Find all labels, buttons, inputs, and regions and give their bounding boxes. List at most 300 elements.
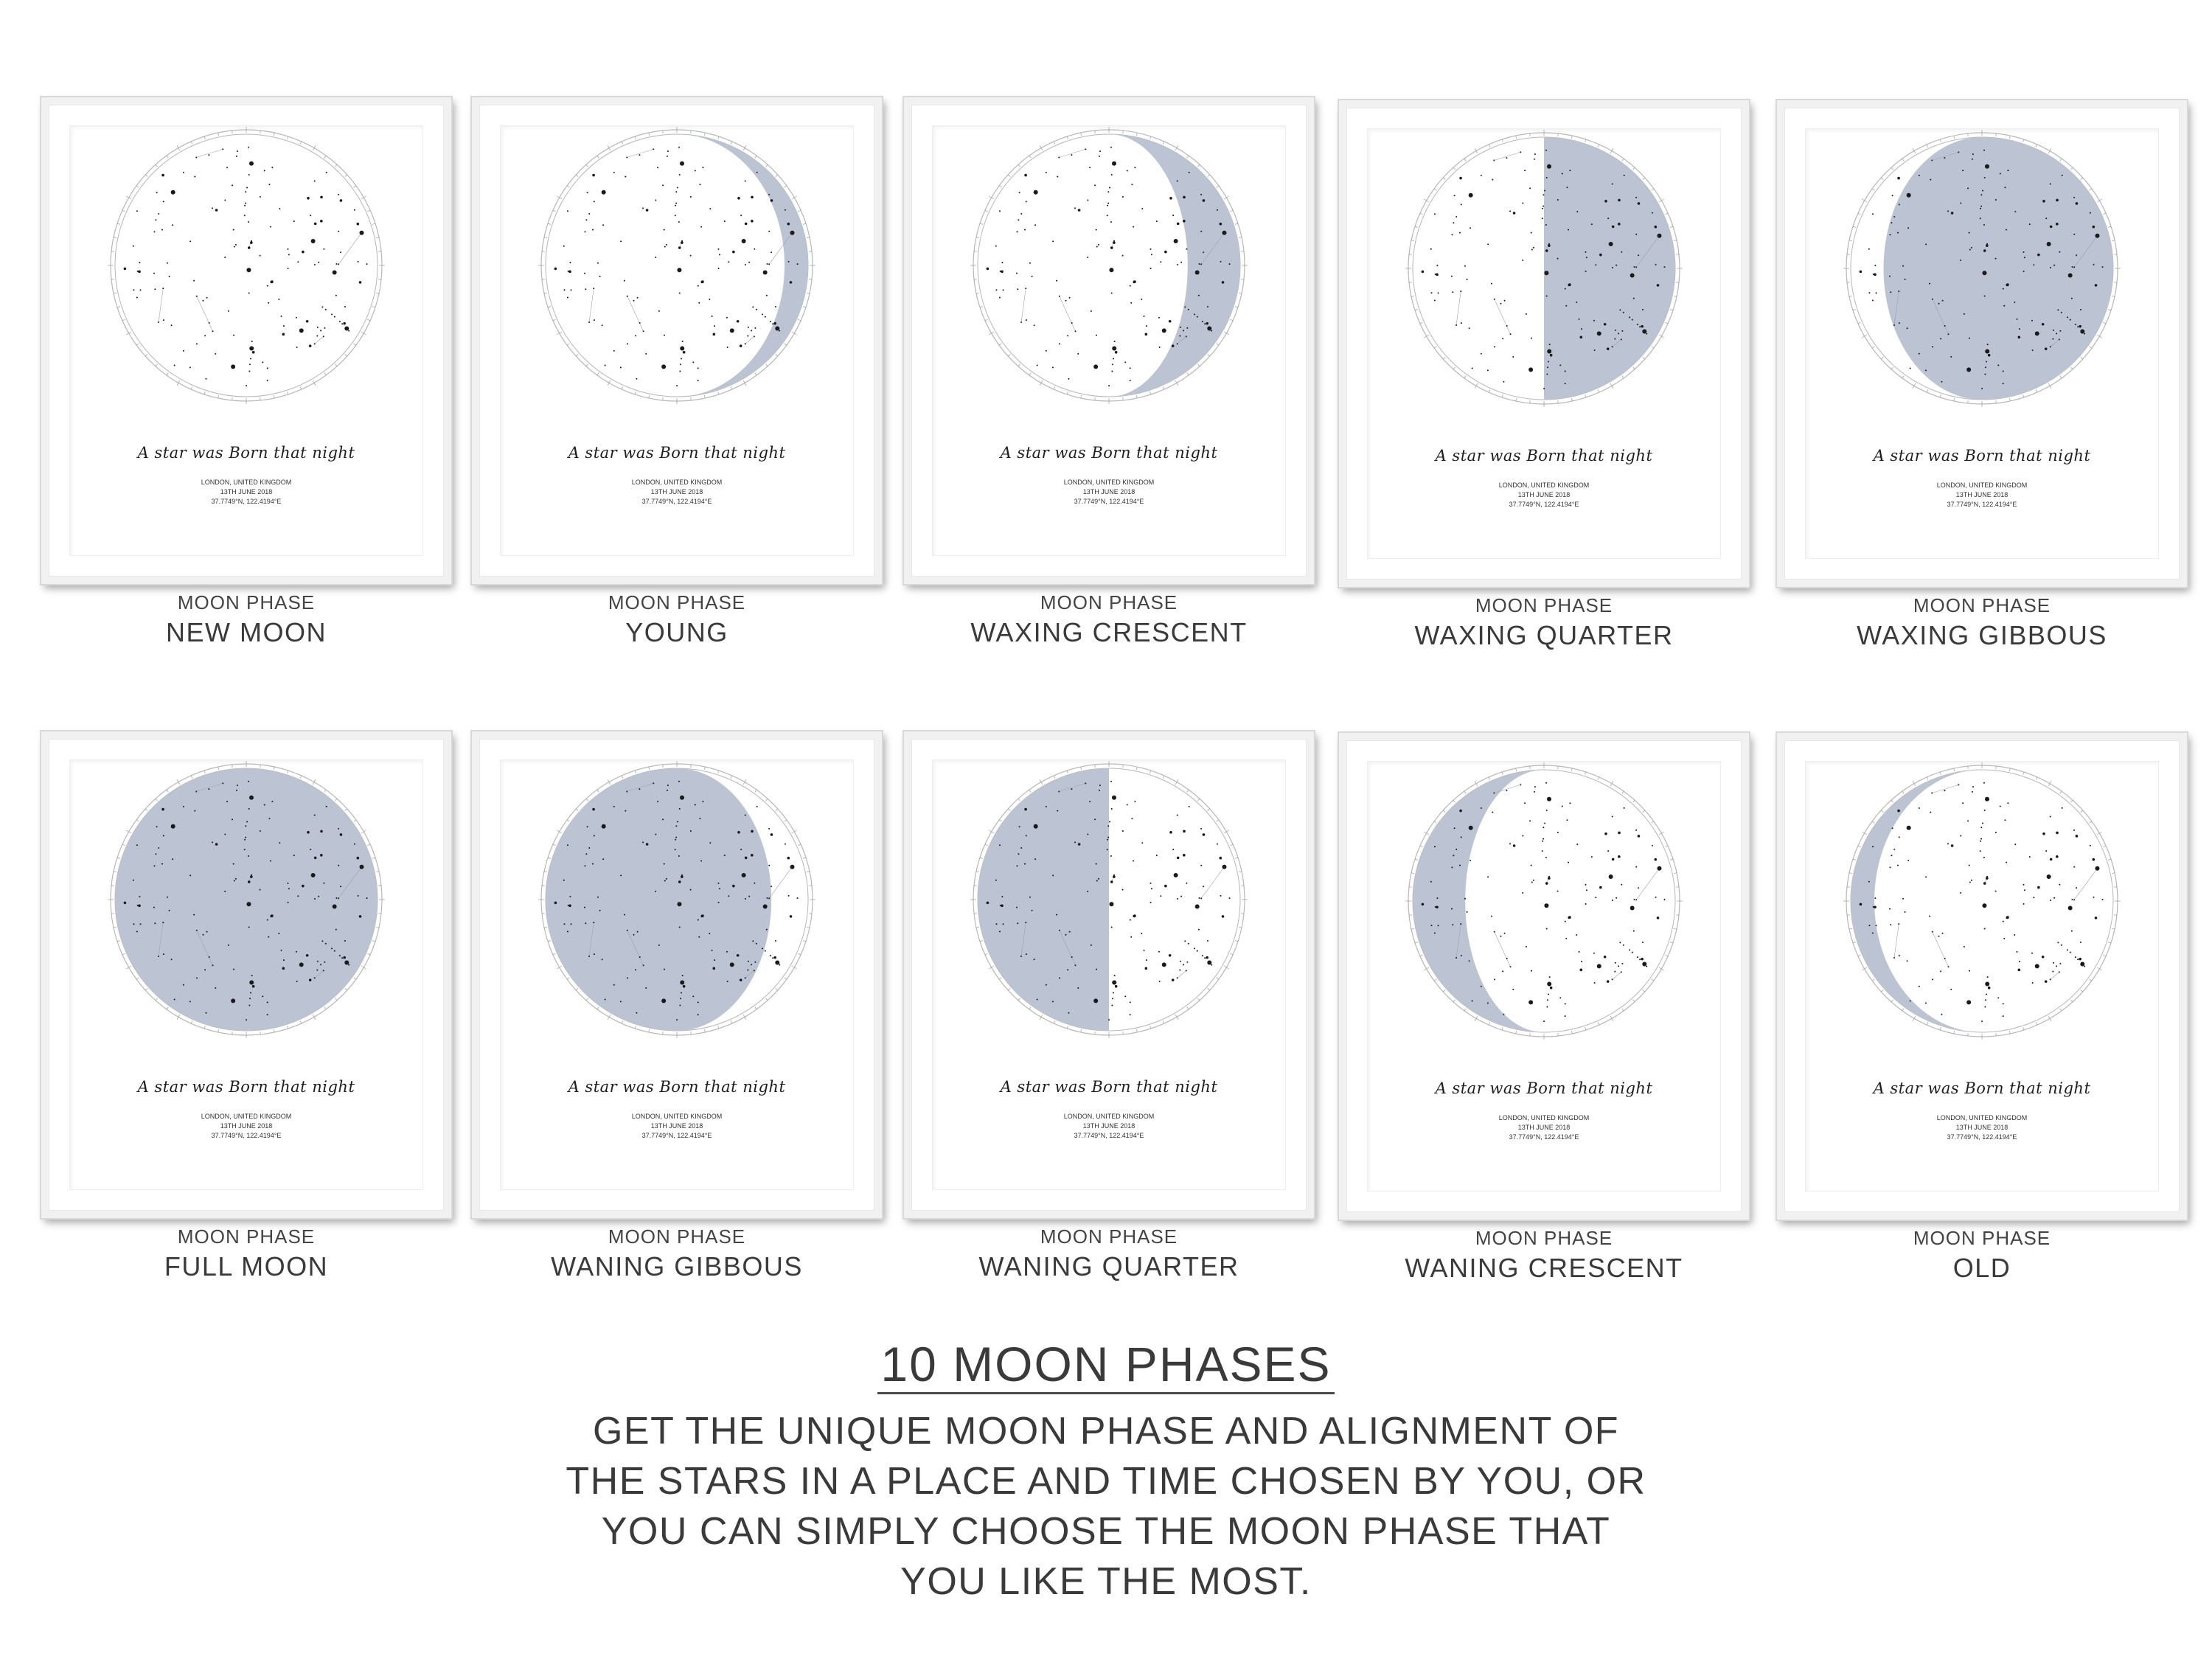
ring-tick	[1881, 990, 1883, 992]
ring-tick	[1902, 1009, 1904, 1011]
star-dot	[1207, 327, 1211, 331]
star-dot	[613, 172, 615, 173]
ring-tick	[1224, 332, 1229, 335]
star-dot	[1099, 785, 1101, 786]
star-dot	[1614, 971, 1615, 973]
star-dot	[1543, 838, 1544, 840]
ring-tick	[1008, 175, 1010, 177]
star-dot	[169, 276, 170, 277]
star-dot	[1639, 959, 1641, 960]
star-dot	[1559, 997, 1561, 998]
star-dot	[1099, 790, 1100, 791]
star-dot	[678, 781, 680, 782]
star-dot	[324, 327, 325, 329]
star-dot	[571, 289, 572, 291]
ring-tick	[1862, 199, 1867, 202]
star-dot	[1899, 836, 1900, 838]
star-dot	[1997, 997, 1999, 998]
star-dot	[124, 902, 127, 905]
ring-tick	[1054, 1020, 1055, 1023]
star-dot	[1984, 295, 1986, 296]
star-dot	[563, 880, 565, 881]
ring-tick	[354, 186, 356, 187]
star-dot	[1046, 172, 1047, 173]
star-dot	[771, 833, 773, 836]
star-dot	[1509, 210, 1511, 212]
star-dot	[730, 328, 734, 333]
star-dot	[698, 380, 699, 381]
star-dot	[2033, 264, 2034, 265]
star-dot	[133, 289, 134, 291]
phase-caption	[1777, 1227, 2187, 1284]
star-dot	[1141, 842, 1143, 844]
star-dot	[1542, 208, 1543, 209]
ring-tick	[367, 319, 370, 321]
ring-tick	[1175, 1015, 1178, 1020]
star-dot	[1969, 338, 1970, 339]
star-dot	[645, 987, 647, 989]
star-dot	[1533, 880, 1534, 881]
star-map-poster	[1805, 128, 2159, 559]
star-dot	[2014, 302, 2015, 303]
star-dot	[1200, 194, 1202, 195]
star-dot	[1619, 309, 1621, 310]
star-dot	[2007, 170, 2008, 171]
star-dot	[359, 231, 364, 235]
star-dot	[1107, 825, 1109, 827]
star-dot	[1868, 292, 1870, 293]
ring-tick	[1217, 344, 1219, 345]
star-dot	[709, 208, 711, 209]
star-dot	[1623, 945, 1624, 946]
ring-tick	[1858, 322, 1861, 324]
ring-tick	[1913, 148, 1916, 153]
ring-tick	[177, 1015, 180, 1020]
star-dot	[724, 220, 726, 222]
star-dot	[1134, 801, 1135, 802]
star-dot	[584, 231, 585, 232]
ring-tick	[1453, 367, 1455, 369]
star-dot	[1907, 860, 1909, 861]
star-dot	[2053, 962, 2054, 964]
star-dot	[1206, 322, 1208, 325]
star-dot	[2102, 266, 2104, 268]
star-dot	[1548, 876, 1550, 877]
star-dot	[790, 281, 793, 284]
star-dot	[1071, 154, 1072, 156]
star-dot	[2061, 312, 2062, 313]
star-dot	[1646, 333, 1647, 335]
ring-tick	[792, 196, 797, 199]
star-dot	[773, 322, 776, 325]
star-dot	[702, 801, 703, 802]
ring-tick	[1163, 386, 1164, 389]
star-dot	[212, 330, 214, 332]
star-dot	[719, 888, 720, 889]
star-dot	[2004, 187, 2006, 188]
star-dot	[605, 364, 606, 366]
star-dot	[341, 323, 343, 324]
ring-tick	[765, 164, 768, 167]
star-dot	[1150, 268, 1152, 269]
poster-date: 13TH JUNE 2018	[220, 1122, 273, 1130]
star-dot	[1093, 998, 1098, 1003]
star-dot	[1591, 223, 1593, 225]
star-dot	[250, 241, 253, 244]
ring-tick	[145, 988, 147, 990]
star-dot	[314, 857, 317, 860]
star-dot	[1130, 1001, 1131, 1003]
star-dot	[1618, 223, 1621, 226]
star-dot	[1594, 349, 1596, 351]
star-dot	[1931, 160, 1933, 161]
ring-tick	[718, 392, 719, 394]
star-dot	[1890, 291, 1891, 293]
star-dot	[1889, 866, 1891, 868]
star-dot	[1179, 335, 1180, 337]
star-dot	[224, 199, 226, 201]
star-dot	[675, 191, 677, 192]
ring-tick	[1411, 873, 1414, 874]
star-dot	[1068, 1012, 1069, 1014]
star-dot	[754, 335, 755, 337]
star-dot	[1931, 793, 1933, 794]
star-dot	[1113, 992, 1114, 994]
star-dot	[1860, 271, 1863, 274]
ring-tick	[1008, 809, 1010, 811]
ring-tick	[1913, 1016, 1916, 1021]
star-dot	[233, 863, 234, 865]
star-dot	[1172, 215, 1174, 216]
star-dot	[1907, 826, 1911, 830]
star-dot	[1452, 924, 1453, 925]
star-dot	[311, 873, 316, 877]
star-dot	[1657, 284, 1660, 287]
star-dot	[1067, 335, 1068, 336]
ring-tick	[300, 1020, 302, 1023]
star-dot	[1546, 177, 1548, 178]
star-dot	[1107, 203, 1109, 204]
star-dot	[1960, 835, 1961, 836]
ring-tick	[1643, 990, 1645, 992]
star-dot	[737, 320, 740, 323]
star-dot	[250, 358, 251, 360]
star-dot	[267, 367, 268, 369]
star-dot	[1075, 330, 1077, 332]
star-dot	[171, 324, 173, 326]
star-dot	[1504, 300, 1506, 302]
star-dot	[288, 268, 289, 269]
star-dot	[1207, 961, 1211, 965]
star-dot	[1018, 219, 1019, 220]
star-dot	[1222, 231, 1226, 235]
ring-tick	[2060, 791, 2062, 793]
ring-tick	[2036, 777, 2037, 780]
ring-tick	[354, 344, 356, 345]
star-dot	[224, 833, 226, 835]
ring-tick	[2036, 145, 2037, 147]
ring-tick	[765, 799, 768, 801]
star-dot	[602, 959, 603, 960]
star-dot	[309, 344, 312, 347]
caption-phase-name: WAXING CRESCENT	[970, 617, 1248, 647]
ring-tick	[313, 145, 316, 150]
star-dot	[1494, 299, 1495, 300]
star-dot	[206, 297, 208, 299]
star-dot	[1629, 949, 1630, 950]
ring-tick	[999, 978, 1001, 979]
star-dot	[2075, 324, 2076, 325]
ring-tick	[126, 830, 131, 833]
star-dot	[183, 172, 184, 173]
star-dot	[1586, 257, 1587, 258]
star-dot	[737, 197, 740, 200]
star-dot	[296, 951, 297, 953]
poster-meta	[932, 1112, 1286, 1141]
star-dot	[679, 370, 681, 372]
star-dot	[1470, 860, 1471, 861]
star-dot	[1470, 227, 1471, 229]
star-dot	[2032, 349, 2034, 351]
star-dot	[754, 327, 756, 329]
ring-tick	[1464, 791, 1466, 793]
ring-tick	[2103, 213, 2106, 215]
star-dot	[768, 865, 770, 866]
ring-tick	[1913, 383, 1916, 389]
star-dot	[1637, 956, 1638, 958]
star-dot	[1657, 234, 1661, 238]
star-dot	[1980, 194, 1982, 195]
ring-tick	[1081, 133, 1082, 136]
star-dot	[231, 364, 235, 369]
star-dot	[232, 184, 233, 186]
star-dot	[1158, 317, 1160, 319]
star-dot	[1204, 957, 1206, 959]
star-dot	[1534, 159, 1535, 160]
ring-tick	[300, 142, 302, 145]
ring-tick	[776, 175, 778, 177]
star-dot	[1528, 1000, 1533, 1004]
star-dot	[717, 248, 719, 250]
star-dot	[326, 172, 327, 173]
ring-tick	[1665, 955, 1668, 956]
star-dot	[204, 969, 206, 970]
ring-tick	[985, 953, 988, 955]
star-dot	[727, 347, 728, 348]
moon-shade	[546, 768, 771, 1031]
ring-tick	[635, 771, 636, 773]
star-dot	[1546, 295, 1548, 296]
star-dot	[335, 897, 337, 899]
star-dot	[1544, 189, 1545, 191]
star-dot	[1109, 821, 1110, 822]
ring-tick	[335, 998, 337, 1001]
ring-tick	[731, 1020, 732, 1023]
ring-tick	[985, 319, 988, 321]
star-dot	[1534, 786, 1536, 787]
ring-tick	[785, 820, 787, 821]
star-dot	[1177, 223, 1180, 226]
star-dot	[1964, 946, 1965, 947]
star-dot	[334, 950, 335, 952]
ring-tick	[191, 142, 192, 145]
picture-frame	[1339, 733, 1749, 1220]
ring-tick	[2103, 955, 2106, 956]
star-dot	[1020, 847, 1022, 849]
star-dot	[999, 297, 1001, 299]
star-dot	[333, 271, 337, 275]
star-dot	[1113, 874, 1115, 876]
star-dot	[756, 309, 757, 310]
ring-tick	[1872, 189, 1874, 190]
star-dot	[683, 351, 686, 354]
star-dot	[751, 854, 754, 857]
star-dot	[1635, 234, 1637, 235]
star-dot	[252, 985, 255, 988]
poster-coords: 37.7749°N, 122.4194°E	[211, 1132, 282, 1139]
star-dot	[1203, 833, 1206, 836]
star-dot	[2050, 184, 2051, 185]
star-dot	[1967, 820, 1969, 821]
poster-location: LONDON, UNITED KINGDOM	[201, 479, 292, 486]
star-dot	[268, 818, 270, 819]
star-dot	[2071, 899, 2073, 900]
star-dot	[1172, 978, 1175, 981]
star-dot	[679, 1004, 681, 1006]
star-dot	[1141, 208, 1143, 209]
star-dot	[293, 855, 295, 856]
star-dot	[233, 335, 234, 336]
star-dot	[627, 930, 628, 931]
star-dot	[174, 998, 175, 1000]
star-dot	[317, 961, 319, 962]
star-dot	[664, 863, 665, 865]
picture-frame	[1777, 100, 2187, 587]
star-dot	[248, 855, 249, 857]
poster-date: 13TH JUNE 2018	[1955, 1124, 2008, 1131]
star-dot	[1186, 335, 1187, 337]
star-dot	[1159, 347, 1161, 348]
star-dot	[171, 824, 175, 829]
ring-tick	[1902, 159, 1904, 161]
moon-shade	[978, 768, 1109, 1031]
star-dot	[237, 150, 238, 152]
star-dot	[246, 385, 247, 386]
ring-tick	[1622, 159, 1624, 161]
star-map-svg	[1805, 128, 2159, 438]
star-dot	[1612, 978, 1613, 980]
poster-mat	[500, 125, 854, 556]
star-dot	[1455, 957, 1457, 959]
star-dot	[158, 321, 159, 323]
star-dot	[602, 224, 604, 226]
star-dot	[2017, 319, 2018, 320]
star-dot	[1547, 366, 1548, 368]
star-dot	[1988, 354, 1991, 357]
star-dot	[639, 154, 640, 156]
star-dot	[1576, 934, 1577, 936]
star-dot	[779, 330, 780, 332]
star-dot	[681, 358, 682, 360]
star-dot	[1522, 835, 1523, 836]
star-dot	[1430, 292, 1432, 293]
ring-tick	[1674, 240, 1677, 241]
ring-tick	[136, 344, 139, 345]
ring-tick	[1040, 380, 1043, 386]
star-dot	[1491, 283, 1492, 285]
star-dot	[320, 964, 321, 965]
star-dot	[1655, 264, 1657, 265]
ring-tick	[792, 966, 797, 969]
star-dot	[2079, 325, 2081, 328]
star-dot	[338, 231, 339, 232]
ring-tick	[1913, 781, 1916, 786]
ring-tick	[1424, 832, 1429, 835]
star-dot	[226, 167, 228, 168]
ring-tick	[1453, 800, 1455, 802]
ring-tick	[1610, 1016, 1613, 1021]
star-dot	[1889, 234, 1891, 235]
ring-tick	[785, 978, 787, 979]
star-dot	[771, 886, 772, 887]
ring-tick	[1224, 830, 1229, 833]
ring-tick	[136, 820, 139, 821]
star-dot	[635, 335, 636, 336]
ring-tick	[1954, 1031, 1955, 1034]
poster-script-text: A star was Born that night	[568, 444, 786, 462]
star-dot	[751, 330, 752, 331]
ring-tick	[2081, 990, 2083, 992]
star-dot	[341, 957, 343, 959]
star-dot	[642, 841, 644, 843]
star-dot	[655, 891, 656, 892]
star-dot	[1642, 962, 1646, 967]
star-dot	[1481, 353, 1482, 355]
star-dot	[1180, 262, 1182, 263]
ring-tick	[1067, 392, 1068, 394]
ring-tick	[635, 392, 636, 394]
star-dot	[1585, 903, 1587, 905]
star-dot	[267, 285, 268, 287]
star-dot	[2047, 242, 2051, 246]
star-dot	[1186, 883, 1187, 884]
star-dot	[320, 830, 323, 833]
star-dot	[1112, 998, 1113, 999]
star-dot	[1542, 218, 1543, 219]
star-dot	[1930, 179, 1931, 181]
star-dot	[771, 251, 772, 253]
star-dot	[661, 364, 666, 369]
star-dot	[133, 923, 134, 925]
star-dot	[193, 280, 195, 282]
star-dot	[1940, 338, 1941, 339]
star-dot	[2006, 917, 2008, 919]
star-dot	[719, 254, 720, 255]
star-dot	[700, 226, 702, 228]
star-dot	[568, 905, 569, 906]
ring-tick	[2060, 159, 2062, 161]
ring-tick	[2060, 376, 2062, 378]
star-dot	[1059, 977, 1060, 978]
star-dot	[1113, 240, 1115, 242]
star-dot	[1919, 175, 1920, 176]
star-dot	[196, 930, 198, 931]
star-dot	[1580, 969, 1583, 972]
star-dot	[246, 821, 248, 822]
ring-tick	[576, 175, 578, 177]
star-dot	[1451, 234, 1453, 235]
star-dot	[1630, 274, 1635, 278]
